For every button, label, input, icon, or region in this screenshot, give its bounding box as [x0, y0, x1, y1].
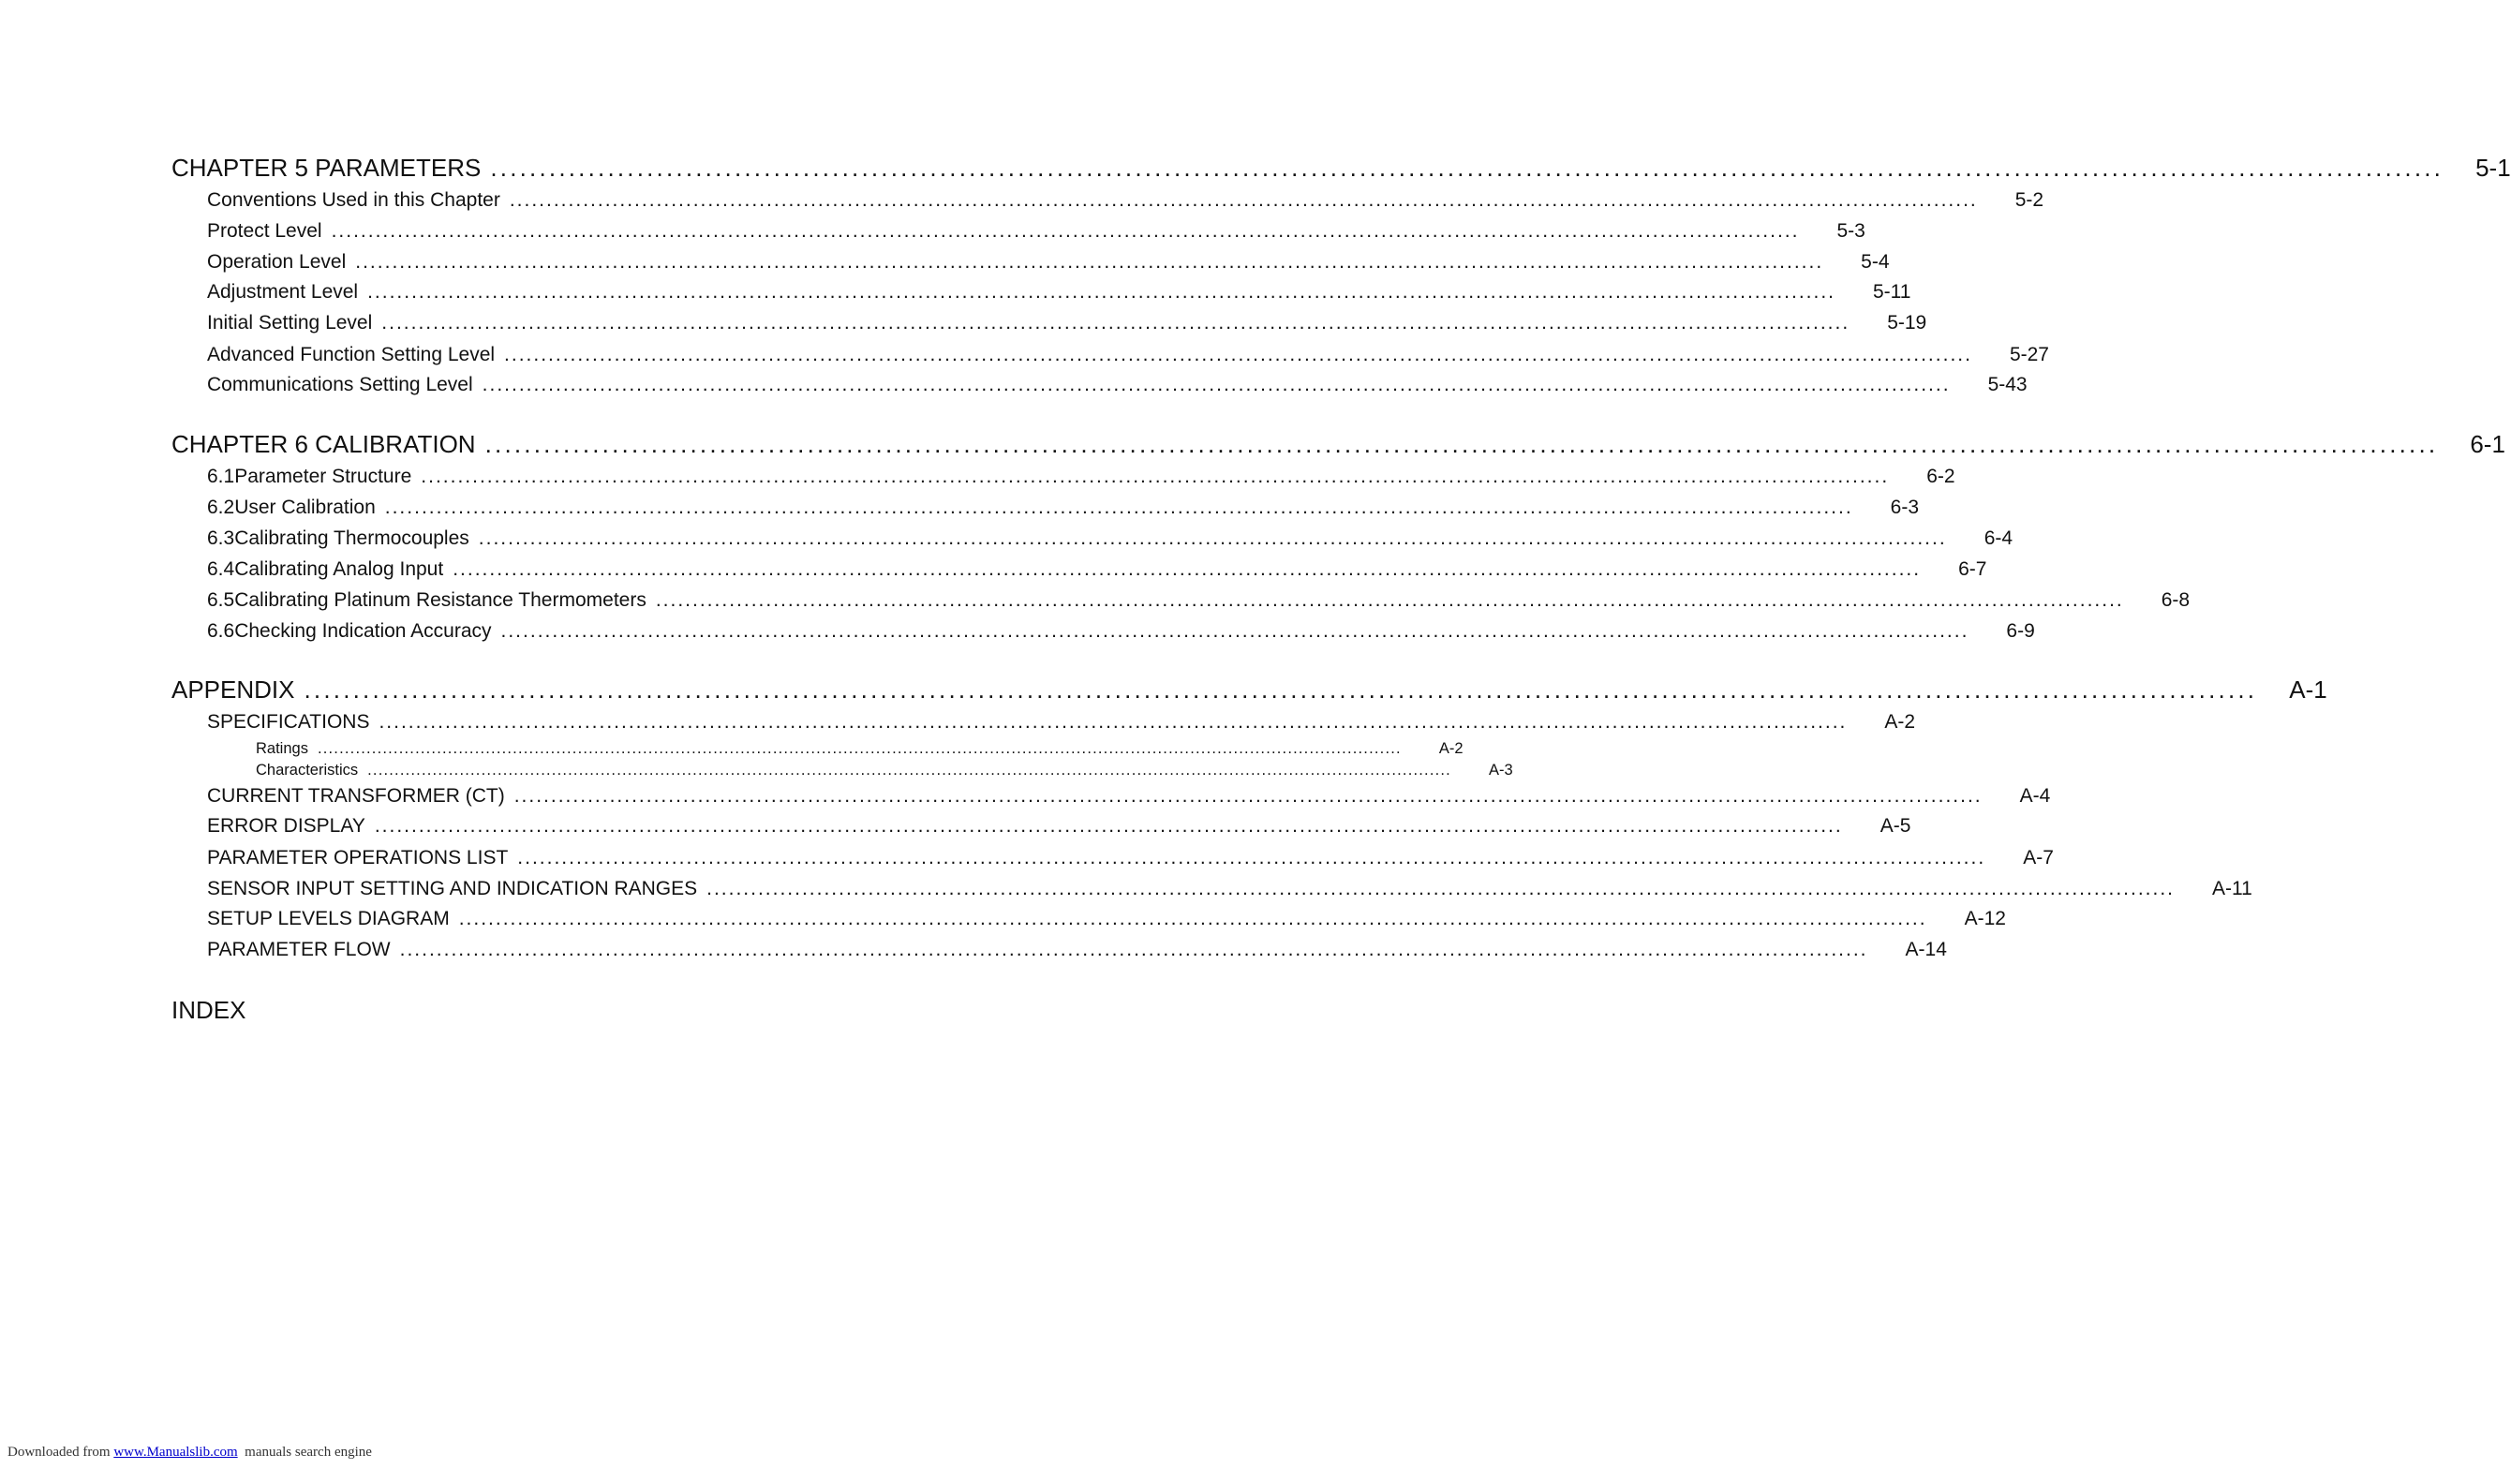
page-number: 6-8 [2161, 589, 2191, 611]
page-number: 5-1 [2475, 154, 2511, 182]
toc-entry[interactable] [207, 344, 2049, 366]
entry-title: Checking Indication Accuracy [234, 620, 492, 642]
leader-dots: ........................................................................................................................................................................................................ [381, 312, 1850, 334]
leader-dots: ........................................................................................................................................................................................................ [458, 908, 1927, 929]
section-number: 6.4 [207, 558, 235, 580]
leader-dots: ........................................................................................................................................................................................................ [317, 740, 1402, 757]
toc-subentry[interactable] [256, 762, 1513, 779]
toc-entry[interactable] [207, 847, 2054, 869]
toc-entry-specifications[interactable] [207, 711, 1916, 734]
leader-dots: ........................................................................................................................................................................................................ [355, 251, 1824, 273]
entry-title: Calibrating Analog Input [234, 558, 444, 580]
entry-title: Calibrating Platinum Resistance Thermometers [234, 589, 646, 611]
toc-entry[interactable] [207, 374, 2028, 396]
toc-entry[interactable] [207, 589, 2191, 612]
chapter-title: APPENDIX [171, 675, 295, 704]
page-number: A-14 [1905, 939, 1947, 960]
entry-title: Calibrating Thermocouples [234, 527, 469, 549]
entry-title: ERROR DISPLAY [207, 815, 365, 837]
entry-title: Adjustment Level [207, 281, 359, 303]
leader-dots: ........................................................................................................................................................................................................ [478, 527, 1947, 549]
leader-dots: ........................................................................................................................................................................................................ [379, 711, 1848, 733]
leader-dots: ........................................................................................................................................................................................................ [367, 762, 1451, 779]
leader-dots: ........................................................................................................................................................................................................ [517, 847, 1986, 868]
page-number: A-5 [1880, 815, 1911, 837]
page-number: 5-2 [2014, 189, 2044, 211]
toc-entry[interactable] [207, 527, 2013, 550]
toc-entry[interactable] [207, 220, 1865, 243]
page-number: A-2 [1438, 740, 1464, 757]
entry-title: Advanced Function Setting Level [207, 344, 496, 365]
leader-dots: ........................................................................................................................................................................................................ [482, 374, 1951, 395]
leader-dots: ........................................................................................................................................................................................................ [331, 220, 1800, 242]
leader-dots: ........................................................................................................................................................................................................ [504, 344, 1972, 365]
leader-dots: ........................................................................................................................................................................................................ [421, 466, 1890, 487]
download-footer [7, 1445, 372, 1461]
toc-entry[interactable] [207, 466, 1955, 488]
entry-title: Initial Setting Level [207, 312, 373, 334]
chapter-title: CHAPTER 5 PARAMETERS [171, 154, 482, 182]
page-number: 5-3 [1836, 220, 1865, 242]
toc-entry[interactable] [207, 251, 1890, 274]
toc-entry[interactable] [207, 189, 2044, 212]
leader-dots: ........................................................................................................................................................................................................ [500, 620, 1969, 642]
entry-title: Parameter Structure [234, 466, 412, 487]
toc-chapter-5[interactable] [171, 154, 2511, 183]
page-number: 5-4 [1861, 251, 1890, 273]
leader-dots: ........................................................................................................................................................................................................ [384, 497, 1853, 518]
entry-title: Operation Level [207, 251, 347, 273]
page-number: A-11 [2212, 878, 2252, 899]
page-number: 6-3 [1890, 497, 1920, 518]
page-number: 6-4 [1984, 527, 2013, 549]
toc-entry[interactable] [207, 558, 1987, 581]
page-number: 5-27 [2009, 344, 2049, 365]
toc-index[interactable] [171, 996, 245, 1025]
entry-title: SPECIFICATIONS [207, 711, 370, 733]
entry-title: Conventions Used in this Chapter [207, 189, 500, 211]
toc-entry[interactable] [207, 497, 1920, 519]
section-number: 6.1 [207, 466, 235, 487]
leader-dots: ........................................................................................................................................................................................................ [453, 558, 1922, 580]
leader-dots: ........................................................................................................................................................................................................ [655, 589, 2124, 611]
section-number: 6.5 [207, 589, 235, 611]
manualslib-link[interactable]: www.Manualslib.com [113, 1445, 238, 1460]
entry-title: User Calibration [234, 497, 376, 518]
entry-title: Communications Setting Level [207, 374, 473, 395]
leader-dots: ........................................................................................................................................................................................................ [367, 281, 1835, 303]
toc-entry[interactable] [207, 312, 1927, 334]
leader-dots: ........................................................................................................................................................................................................ [304, 675, 2258, 704]
leader-dots: ........................................................................................................................................................................................................ [513, 785, 1983, 807]
toc-entry[interactable] [207, 620, 2035, 643]
subentry-title: Ratings [256, 740, 308, 757]
toc-subentry[interactable] [256, 740, 1464, 758]
leader-dots: ........................................................................................................................................................................................................ [484, 430, 2439, 458]
entry-title: PARAMETER FLOW [207, 939, 391, 960]
toc-chapter-6[interactable] [171, 430, 2505, 459]
entry-title: SETUP LEVELS DIAGRAM [207, 908, 450, 929]
page-number: A-4 [2019, 785, 2051, 807]
toc-entry[interactable] [207, 281, 1911, 304]
subentry-title: Characteristics [256, 762, 359, 779]
page-number: 6-1 [2470, 430, 2505, 458]
chapter-title: CHAPTER 6 CALIBRATION [171, 430, 476, 458]
leader-dots: ........................................................................................................................................................................................................ [374, 815, 1843, 837]
toc-entry[interactable] [207, 815, 1911, 838]
page-number: 5-19 [1887, 312, 1927, 334]
leader-dots: ........................................................................................................................................................................................................ [706, 878, 2176, 899]
entry-title: SENSOR INPUT SETTING AND INDICATION RANGES [207, 878, 698, 899]
page-number: 5-11 [1873, 281, 1911, 303]
page-number: A-1 [2289, 675, 2327, 704]
page-number: A-7 [2023, 847, 2054, 868]
index-title: INDEX [171, 996, 246, 1024]
section-number: 6.3 [207, 527, 235, 549]
leader-dots: ........................................................................................................................................................................................................ [399, 939, 1868, 960]
page-number: A-3 [1488, 762, 1513, 779]
toc-appendix[interactable] [171, 675, 2327, 705]
entry-title: PARAMETER OPERATIONS LIST [207, 847, 509, 868]
page-number: 6-7 [1958, 558, 1987, 580]
page-number: A-12 [1964, 908, 2006, 929]
page-number: 5-43 [1987, 374, 2028, 395]
footer-suffix: manuals search engine [245, 1445, 372, 1460]
toc-entry[interactable] [207, 939, 1947, 961]
toc-entry[interactable] [207, 878, 2252, 900]
leader-dots: ........................................................................................................................................................................................................ [509, 189, 1978, 211]
section-number: 6.2 [207, 497, 235, 518]
toc-entry[interactable] [207, 908, 2006, 930]
entry-title: Protect Level [207, 220, 322, 242]
footer-prefix: Downloaded from [7, 1445, 114, 1460]
entry-title: CURRENT TRANSFORMER (CT) [207, 785, 505, 807]
page-number: 6-9 [2006, 620, 2035, 642]
section-number: 6.6 [207, 620, 235, 642]
toc-entry[interactable] [207, 785, 2051, 808]
leader-dots: ........................................................................................................................................................................................................ [490, 154, 2444, 182]
page-number: A-2 [1884, 711, 1916, 733]
page-number: 6-2 [1926, 466, 1955, 487]
